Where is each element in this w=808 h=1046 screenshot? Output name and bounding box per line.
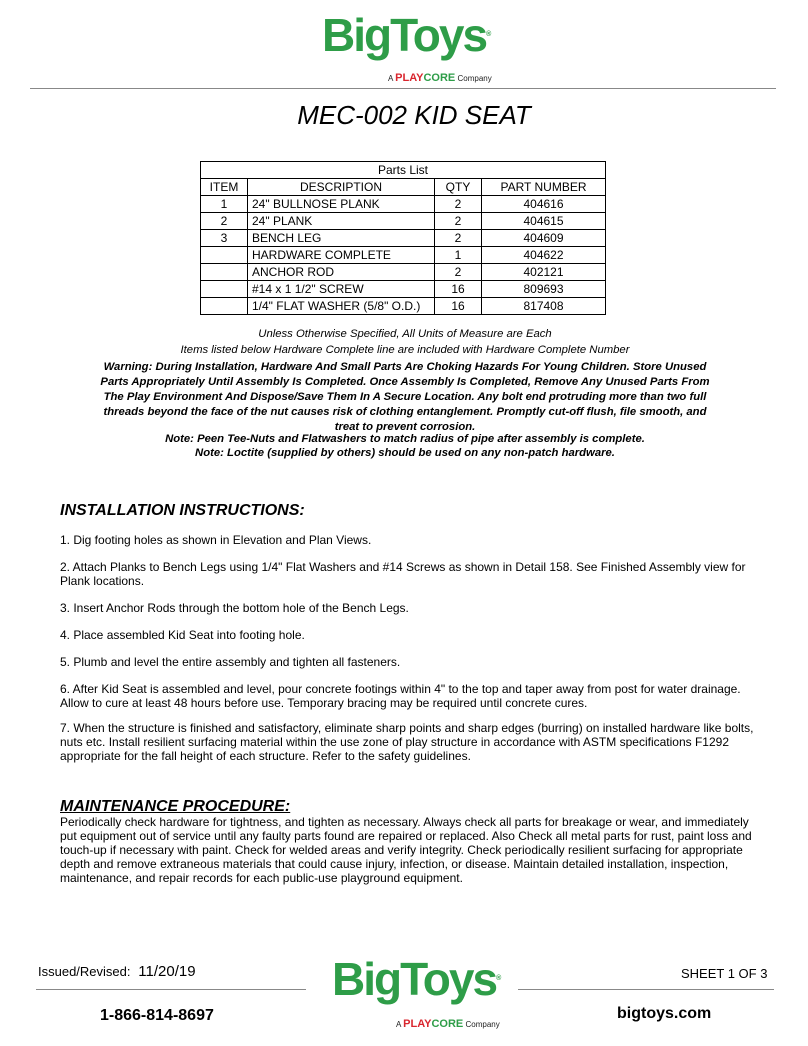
installation-step: 6. After Kid Seat is assembled and level, pour concrete footings within 4" to the top and taper away from post for water drainage. Allow to cure at least 48 hours before use. Temporary bracing may be required until concrete cures. <box>60 682 741 710</box>
installation-step: 2. Attach Planks to Bench Legs using 1/4" Flat Washers and #14 Screws as shown in Detail 158. See Finished Assembly view for Plank locations. <box>60 560 746 588</box>
issued-revised: Issued/Revised: 11/20/19 <box>38 963 196 980</box>
footer-tagline: A PLAYCORE Company <box>396 1018 500 1030</box>
hardware-note: Items listed below Hardware Complete line are included with Hardware Complete Number <box>180 344 630 356</box>
table-row: HARDWARE COMPLETE 1 404622 <box>201 247 606 264</box>
peen-note: Note: Peen Tee-Nuts and Flatwashers to match radius of pipe after assembly is complete. <box>165 433 645 445</box>
table-row: ANCHOR ROD 2 402121 <box>201 264 606 281</box>
brand-wordmark: BigToys® <box>322 9 492 61</box>
phone-number: 1-866-814-8697 <box>100 1007 214 1024</box>
sheet-number: SHEET 1 OF 3 <box>681 966 768 981</box>
installation-step: 5. Plumb and level the entire assembly and tighten all fasteners. <box>60 655 401 669</box>
maintenance-text: Periodically check hardware for tightness, and tighten as necessary. Always check all parts for breakage or wear, and immediately put equipment out of service until any faulty parts found are repaired or replaced. Also Check all metal parts for rust, paint loss and touch-up if necessary with paint. Check for welded areas and verify integrity. Check periodically resilient surfacing for appropriate depth and remove extraneous materials that could cause injury, infection, or disease. Maintain detailed installation, inspection, maintenance, and repair records for each public-use playground equipment. <box>60 815 752 885</box>
units-note: Unless Otherwise Specified, All Units of Measure are Each <box>258 328 552 340</box>
table-row: 3 BENCH LEG 2 404609 <box>201 230 606 247</box>
page-title: MEC-002 KID SEAT <box>297 100 531 130</box>
parts-list-caption: Parts List <box>201 162 606 179</box>
table-row: 1 24" BULLNOSE PLANK 2 404616 <box>201 196 606 213</box>
table-row: 2 24" PLANK 2 404615 <box>201 213 606 230</box>
maintenance-heading: MAINTENANCE PROCEDURE: <box>60 798 291 815</box>
parts-list-header: ITEM DESCRIPTION QTY PART NUMBER <box>201 179 606 196</box>
header-rule <box>30 88 776 89</box>
header-logo <box>322 8 492 62</box>
warning-note: Warning: During Installation, Hardware And Small Parts Are Choking Hazards For Young Children. Store Unused Parts Appropriately Until Assembly Is Completed. Once Assembly Is Completed, Remove Any Unused Parts From The Play Environment And Dispose/Save Them In A Secure Location. Any bolt end protruding more than two full threads beyond the face of the nut causes risk of clothing entanglement. Promptly cut-off flush, file smooth, and treat to prevent corrosion. <box>100 361 710 433</box>
parts-list-table <box>200 161 606 315</box>
installation-step: 1. Dig footing holes as shown in Elevation and Plan Views. <box>60 533 372 547</box>
installation-heading: INSTALLATION INSTRUCTIONS: <box>60 502 305 519</box>
table-row: #14 x 1 1/2" SCREW 16 809693 <box>201 281 606 298</box>
table-row: 1/4" FLAT WASHER (5/8" O.D.) 16 817408 <box>201 298 606 315</box>
footer-rule-right <box>518 989 774 990</box>
installation-step: 7. When the structure is finished and satisfactory, eliminate sharp points and sharp edges (burring) on installed hardware like bolts, nuts etc. Install resilient surfacing material within the use zone of play structure in accordance with ASTM specifications F1292 appropriate for the fall height of each structure. Refer to the safety guidelines. <box>60 721 754 763</box>
website[interactable]: bigtoys.com <box>617 1005 712 1022</box>
header-tagline: A PLAYCORE Company <box>388 72 492 84</box>
installation-step: 3. Insert Anchor Rods through the bottom hole of the Bench Legs. <box>60 601 409 615</box>
footer-rule-left <box>36 989 306 990</box>
installation-step: 4. Place assembled Kid Seat into footing hole. <box>60 628 305 642</box>
loctite-note: Note: Loctite (supplied by others) should be used on any non-patch hardware. <box>195 447 615 459</box>
footer-brand-wordmark: BigToys® <box>332 953 502 1005</box>
footer-logo <box>332 952 502 1006</box>
